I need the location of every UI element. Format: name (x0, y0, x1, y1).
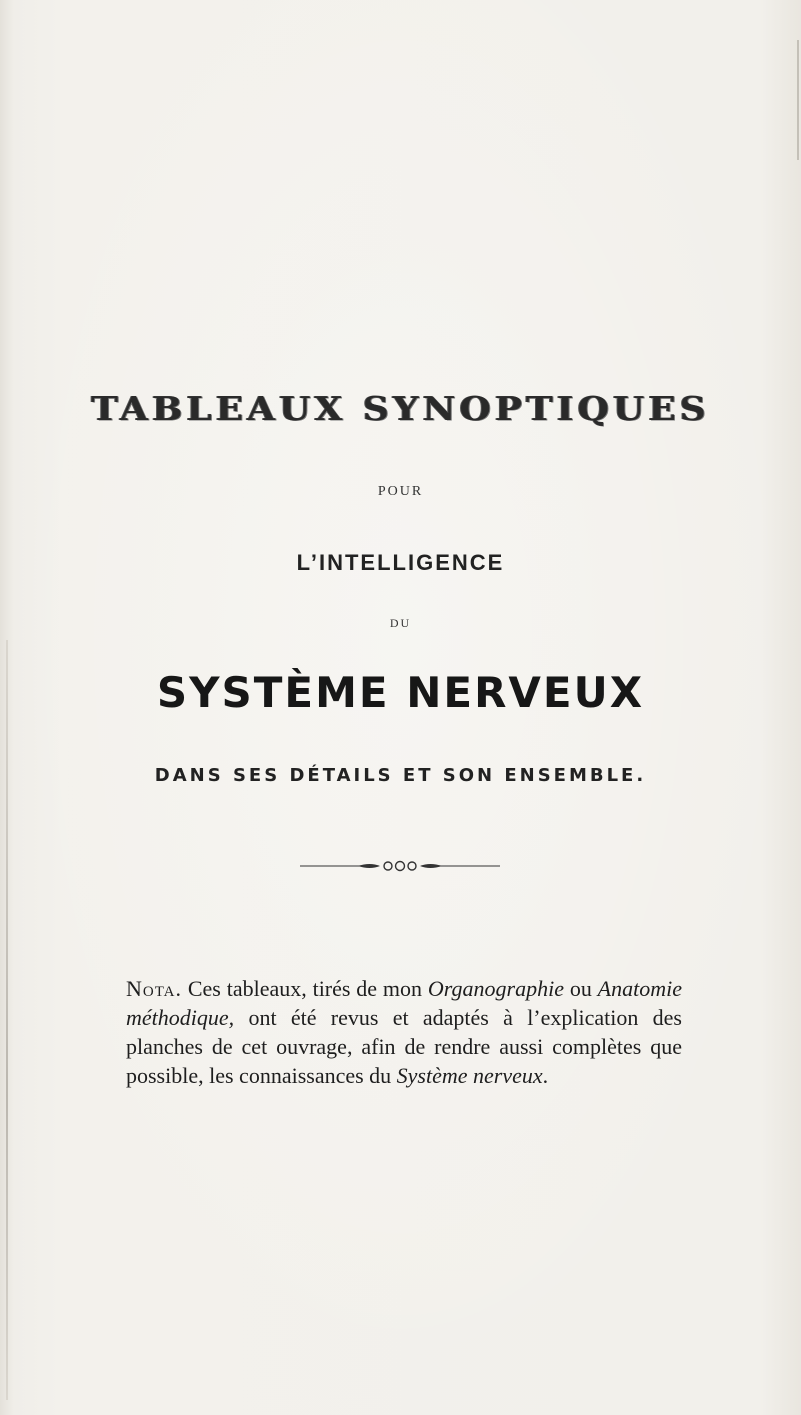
title-intelligence: L’INTELLIGENCE (296, 550, 505, 575)
title-du: DU (389, 616, 412, 630)
nota-lead: Nota. (126, 976, 183, 1001)
decorative-rule-icon (300, 860, 500, 872)
nota-text-3: ont été revus et adaptés à l’explication des planches de cet ouvrage, afin de rendre aussi complètes que possible, les connaissances du (126, 1005, 682, 1088)
title-systeme-nerveux: SYSTÈME NERVEUX (156, 668, 645, 717)
nota-italic-organographie: Organographie (427, 976, 564, 1001)
title-pour: POUR (377, 484, 424, 499)
title-details: DANS SES DÉTAILS ET SON ENSEMBLE. (154, 765, 647, 786)
main-title: TABLEAUX SYNOPTIQUES (91, 390, 710, 428)
nota-italic-systeme: Système nerveux (396, 1063, 543, 1088)
page-edge-mark (797, 40, 799, 160)
nota-paragraph (126, 974, 682, 1090)
page-edge-shadow (6, 640, 8, 1400)
nota-text-2: ou (563, 976, 598, 1001)
nota-text-1: Ces tableaux, tirés de mon (182, 976, 428, 1001)
nota-italic-anatomie: Anatomie méthodique, (126, 976, 682, 1030)
nota-text-4: . (542, 1063, 549, 1088)
